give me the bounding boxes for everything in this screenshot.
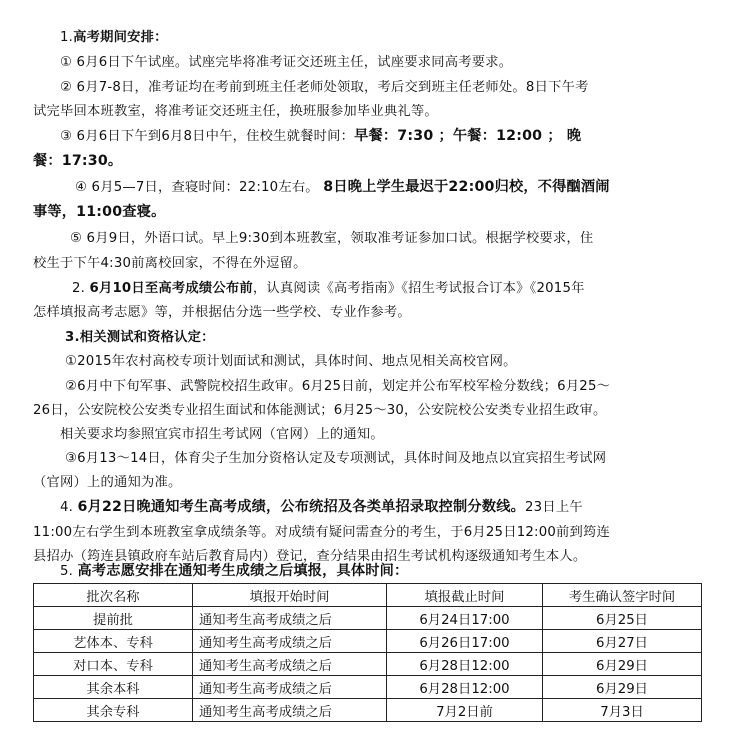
cell-batch: 其余专科 [34, 699, 193, 722]
section-1-title: 高考期间安排： [73, 30, 168, 45]
section-2-number: 2. [72, 281, 86, 296]
cell-confirm: 6月25日 [543, 607, 702, 630]
section-2-bold: 6月10日至高考成绩公布前 [89, 281, 253, 296]
header-start-time: 填报开始时间 [193, 584, 387, 607]
cell-deadline: 7月2日前 [387, 699, 543, 722]
cell-batch: 艺体本、专科 [34, 630, 193, 653]
section-3-title: 3.相关测试和资格认定： [65, 330, 215, 345]
section-4-line-1 [60, 496, 583, 519]
section-2-line-1 [72, 277, 585, 300]
s1-item-5-line-1: ⑤ 6月9日，外语口试。早上9:30到本班教室，领取准考证参加口试。根据学校要求，住 [70, 231, 594, 246]
s3-item-3-line-2: （官网）上的通知为准。 [33, 475, 182, 490]
s1-item-3-text: ③ 6月6日下午到6月8日中午，住校生就餐时间： [60, 129, 355, 144]
section-1-heading [60, 26, 168, 49]
s1-item-4-text: ④ 6月5—7日，查寝时间：22:10左右。 [75, 180, 324, 195]
cell-start: 通知考生高考成绩之后 [193, 699, 387, 722]
section-1-number: 1. [60, 30, 74, 45]
cell-batch: 对口本、专科 [34, 653, 193, 676]
header-deadline: 填报截止时间 [387, 584, 543, 607]
s1-item-3-line-2: 餐：17:30。 [33, 153, 123, 169]
cell-deadline: 6月26日17:00 [387, 630, 543, 653]
table-row [34, 653, 702, 676]
cell-confirm: 7月3日 [543, 699, 702, 722]
section-4-line-2: 11:00左右学生到本班教室拿成绩条等。对成绩有疑问需查分的考生，于6月25日12:00前到筠连 [33, 525, 611, 540]
cell-deadline: 6月28日12:00 [387, 676, 543, 699]
s3-item-2-line-1: ②6月中下旬军事、武警院校招生政审。6月25日前，划定并公布军校军检分数线；6月25～ [65, 379, 611, 394]
s1-item-4-bold: 8日晚上学生最迟于22:00归校，不得酗酒闹 [323, 179, 610, 195]
s3-item-1: ①2015年农村高校专项计划面试和测试，具体时间、地点见相关高校官网。 [65, 354, 517, 369]
section-4-number: 4. [60, 500, 74, 515]
cell-confirm: 6月27日 [543, 630, 702, 653]
table-header-row [34, 584, 702, 607]
s3-item-2-line-2: 26日，公安院校公安类专业招生面试和体能测试；6月25～30，公安院校公安类专业招生政审。 [33, 403, 607, 418]
section-5-number: 5. [60, 564, 74, 579]
section-4-text-a: 23日上午 [525, 500, 583, 515]
cell-start: 通知考生高考成绩之后 [193, 653, 387, 676]
section-5-title: 高考志愿安排在通知考生成绩之后填报，具体时间： [77, 563, 409, 579]
section-2-line-2: 怎样填报高考志愿》等，并根据估分选一些学校、专业作参考。 [33, 305, 411, 320]
s1-item-3-line-1 [60, 125, 581, 148]
table-row [34, 676, 702, 699]
cell-start: 通知考生高考成绩之后 [193, 630, 387, 653]
cell-deadline: 6月28日12:00 [387, 653, 543, 676]
table-row [34, 607, 702, 630]
section-2-text-a: ，认真阅读《高考指南》《招生考试报合订本》《2015年 [252, 281, 585, 296]
cell-batch: 其余本科 [34, 676, 193, 699]
cell-confirm: 6月29日 [543, 653, 702, 676]
s1-item-2-line-2: 试完毕回本班教室，将准考证交还班主任，换班服参加毕业典礼等。 [33, 104, 438, 119]
header-confirm-time: 考生确认签字时间 [543, 584, 702, 607]
cell-deadline: 6月24日17:00 [387, 607, 543, 630]
s1-item-1: ① 6月6日下午试座。试座完毕将准考证交还班主任，试座要求同高考要求。 [60, 55, 513, 70]
s1-item-4-line-2: 事等，11:00查寝。 [33, 204, 166, 220]
section-4-bold: 6月22日晚通知考生高考成绩，公布统招及各类单招录取控制分数线。 [77, 499, 525, 515]
header-batch: 批次名称 [34, 584, 193, 607]
s3-item-2-line-3: 相关要求均参照宜宾市招生考试网（官网）上的通知。 [60, 427, 384, 442]
section-4-line-3: 县招办（筠连县镇政府车站后教育局内）登记，查分结果由招生考试机构逐级通知考生本人。 [33, 549, 587, 564]
table-row [34, 630, 702, 653]
volunteer-schedule-table [33, 583, 702, 722]
s3-item-3-line-1: ③6月13～14日，体育尖子生加分资格认定及专项测试，具体时间及地点以宜宾招生考试网 [65, 451, 607, 466]
cell-batch: 提前批 [34, 607, 193, 630]
cell-confirm: 6月29日 [543, 676, 702, 699]
s1-item-5-line-2: 校生于下午4:30前离校回家，不得在外逗留。 [33, 256, 307, 271]
section-5-heading [60, 560, 408, 583]
cell-start: 通知考生高考成绩之后 [193, 676, 387, 699]
s1-item-2-line-1: ② 6月7-8日，准考证均在考前到班主任老师处领取，考后交到班主任老师处。8日下午考 [60, 80, 589, 95]
cell-start: 通知考生高考成绩之后 [193, 607, 387, 630]
s1-item-4-line-1 [75, 176, 610, 199]
meal-times: 早餐：7:30 ；午餐：12:00 ； 晚 [354, 128, 582, 144]
table-row [34, 699, 702, 722]
